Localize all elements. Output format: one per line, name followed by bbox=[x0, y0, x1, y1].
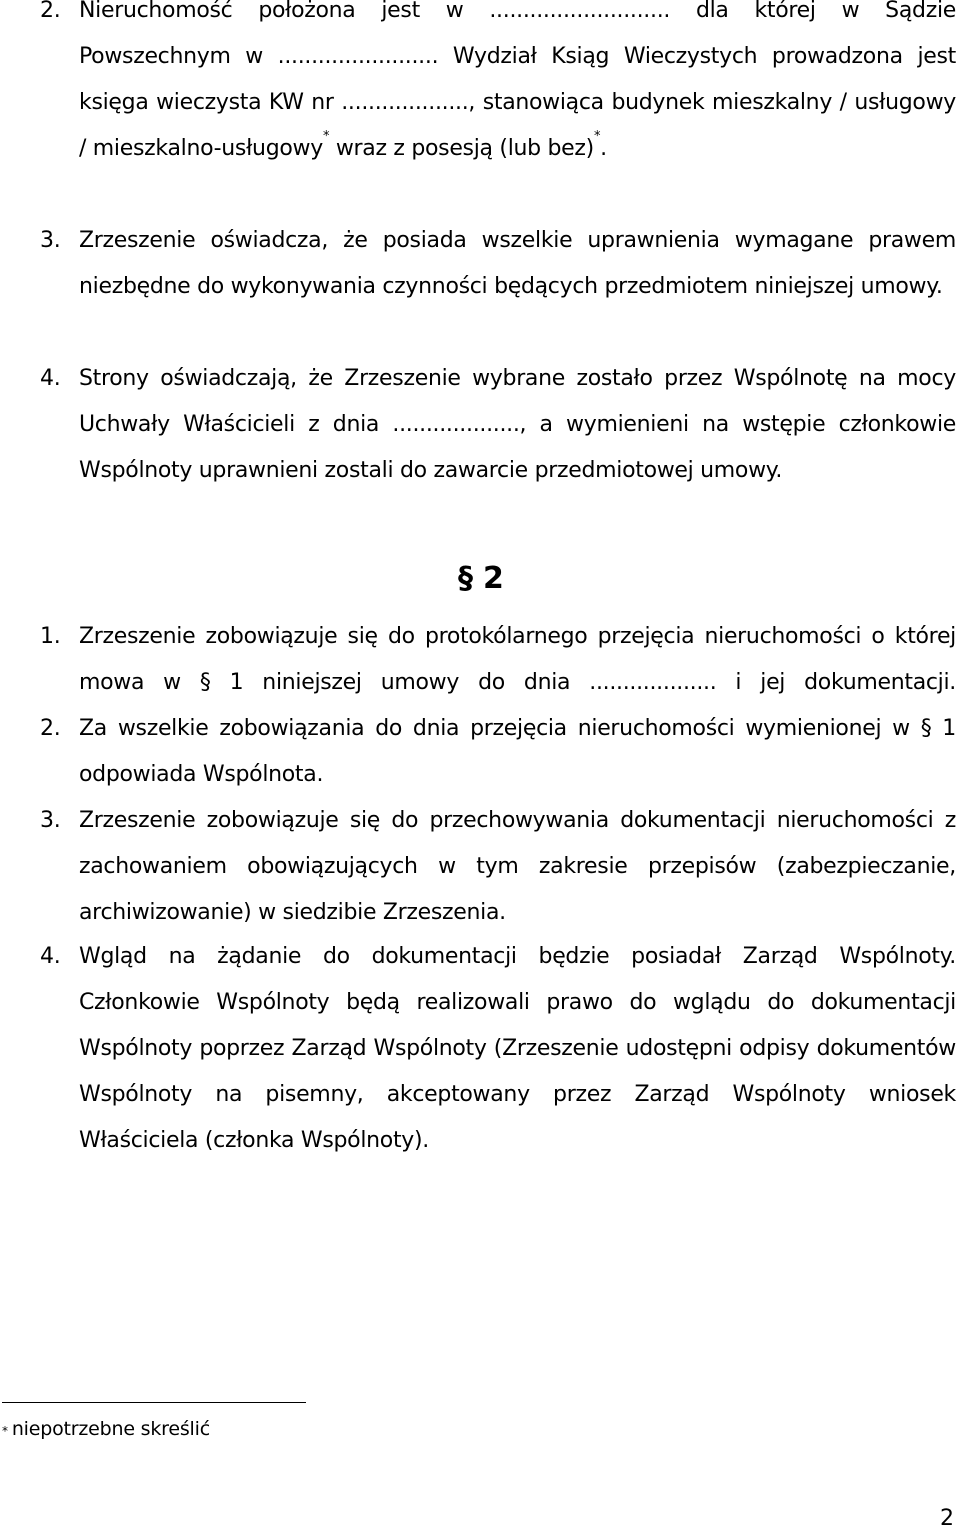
clause-2-4 bbox=[40, 934, 956, 1164]
section-heading bbox=[458, 556, 504, 602]
clause-number: 3. bbox=[40, 808, 61, 833]
footnote-marker: * bbox=[593, 129, 601, 144]
clause-number: 1. bbox=[40, 624, 61, 649]
clause-number: 2. bbox=[40, 716, 61, 741]
footnote-separator bbox=[2, 1402, 306, 1403]
section-symbol: § bbox=[458, 561, 473, 596]
clause-text: Zrzeszenie zobowiązuje się do przechowywania dokumentacji nieruchomości z zachowaniem obowiązujących w tym zakresie przepisów (zabezpieczanie, archiwizowanie) w siedzibie Zrzeszenia. bbox=[79, 808, 956, 925]
clause-number: 3. bbox=[40, 228, 61, 253]
page-number: 2 bbox=[940, 1506, 954, 1531]
clause-2-3 bbox=[40, 798, 956, 936]
clause-1-3 bbox=[40, 218, 956, 310]
clause-number: 2. bbox=[40, 0, 61, 23]
clause-text: Zrzeszenie oświadcza, że posiada wszelkie uprawnienia wymagane prawem niezbędne do wykonywania czynności będących przedmiotem niniejszej umowy. bbox=[79, 228, 956, 299]
footnote-marker: * bbox=[322, 129, 330, 144]
clause-text: Nieruchomość położona jest w ........................... dla której w Sądzie Powszechnym w ........................ Wydział Ksiąg Wieczystych prowadzona jest księga wieczysta KW nr ..................., stanowiąca budynek mieszkalny / usługowy / mieszkalno-usługowy* wraz z posesją (lub bez)*. bbox=[79, 0, 956, 161]
footnote-marker: * bbox=[2, 1424, 8, 1438]
clause-number: 4. bbox=[40, 366, 61, 391]
clause-text: Za wszelkie zobowiązania do dnia przejęcia nieruchomości wymienionej w § 1 odpowiada Wspólnota. bbox=[79, 716, 956, 787]
clause-number: 4. bbox=[40, 944, 61, 969]
clause-2-2 bbox=[40, 706, 956, 798]
clause-1-4 bbox=[40, 356, 956, 494]
clause-text: Strony oświadczają, że Zrzeszenie wybrane zostało przez Wspólnotę na mocy Uchwały Właścicieli z dnia ..................., a wymienieni na wstępie członkowie Wspólnoty uprawnieni zostali do zawarcie przedmiotowej umowy. bbox=[79, 366, 956, 483]
footnote-text: niepotrzebne skreślić bbox=[11, 1418, 210, 1440]
clause-text: Zrzeszenie zobowiązuje się do protokólarnego przejęcia nieruchomości o której mowa w § 1 niniejszej umowy do dnia ................... i jej dokumentacji. bbox=[79, 624, 956, 695]
clause-2-1 bbox=[40, 614, 956, 706]
section-number: 2 bbox=[483, 561, 504, 596]
clause-text: Wgląd na żądanie do dokumentacji będzie posiadał Zarząd Wspólnoty. Członkowie Wspólnoty będą realizowali prawo do wglądu do dokumentacji Wspólnoty poprzez Zarząd Wspólnoty (Zrzeszenie udostępni odpisy dokumentów Wspólnoty na pisemny, akceptowany przez Zarząd Wspólnoty wniosek Właściciela (członka Wspólnoty). bbox=[79, 944, 956, 1153]
clause-1-2 bbox=[40, 0, 956, 172]
footnote bbox=[2, 1414, 210, 1444]
